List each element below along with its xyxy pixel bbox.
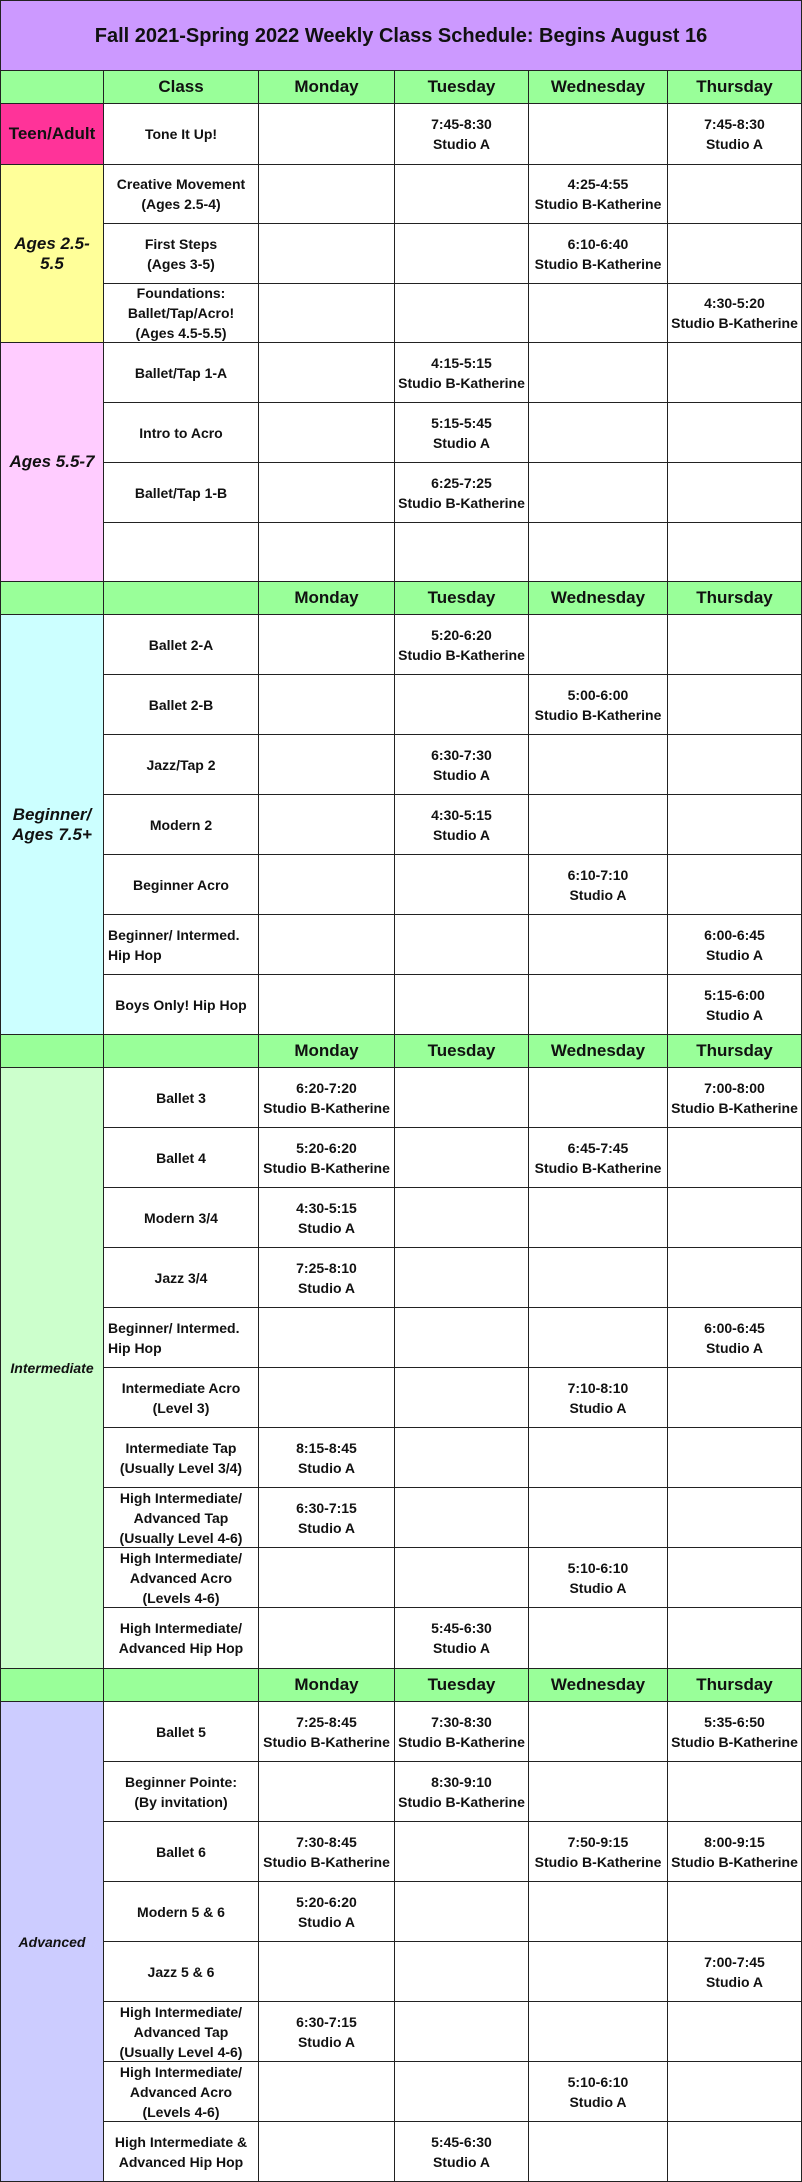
time-slot-thursday xyxy=(668,2122,802,2182)
time-slot-monday: 7:25-8:10 Studio A xyxy=(259,1248,395,1308)
class-name: Ballet/Tap 1-B xyxy=(104,463,259,523)
header-tuesday: Tuesday xyxy=(395,1035,529,1068)
header-monday: Monday xyxy=(259,71,395,104)
time-slot-thursday: 5:35-6:50 Studio B-Katherine xyxy=(668,1702,802,1762)
header-blank xyxy=(0,582,104,615)
class-name: Intermediate Tap (Usually Level 3/4) xyxy=(104,1428,259,1488)
time-slot-tuesday: 5:20-6:20 Studio B-Katherine xyxy=(395,615,529,675)
time-slot-monday xyxy=(259,1548,395,1608)
group-label: Ages 5.5-7 xyxy=(0,343,104,582)
time-slot-monday xyxy=(259,343,395,403)
time-slot-thursday xyxy=(668,615,802,675)
time-slot-thursday xyxy=(668,1128,802,1188)
header-monday: Monday xyxy=(259,582,395,615)
time-slot-wednesday xyxy=(529,2002,668,2062)
time-slot-thursday: 6:00-6:45 Studio A xyxy=(668,1308,802,1368)
time-slot-tuesday: 5:45-6:30 Studio A xyxy=(395,1608,529,1669)
time-slot-wednesday: 6:10-7:10 Studio A xyxy=(529,855,668,915)
time-slot-monday xyxy=(259,675,395,735)
time-slot-wednesday xyxy=(529,1762,668,1822)
header-wednesday: Wednesday xyxy=(529,582,668,615)
time-slot-thursday xyxy=(668,1548,802,1608)
time-slot-thursday xyxy=(668,224,802,284)
time-slot-monday xyxy=(259,1608,395,1669)
time-slot-wednesday xyxy=(529,1942,668,2002)
header-blank xyxy=(0,71,104,104)
time-slot-monday: 6:30-7:15 Studio A xyxy=(259,2002,395,2062)
header-wednesday: Wednesday xyxy=(529,71,668,104)
time-slot-wednesday: 7:50-9:15 Studio B-Katherine xyxy=(529,1822,668,1882)
class-name: Intro to Acro xyxy=(104,403,259,463)
time-slot-wednesday xyxy=(529,2122,668,2182)
time-slot-monday xyxy=(259,1762,395,1822)
time-slot-tuesday xyxy=(395,1488,529,1548)
class-name: Foundations: Ballet/Tap/Acro! (Ages 4.5-5.5) xyxy=(104,284,259,343)
time-slot-tuesday: 7:30-8:30 Studio B-Katherine xyxy=(395,1702,529,1762)
time-slot-tuesday xyxy=(395,284,529,343)
time-slot-wednesday xyxy=(529,615,668,675)
time-slot-tuesday xyxy=(395,165,529,224)
time-slot-monday: 6:20-7:20 Studio B-Katherine xyxy=(259,1068,395,1128)
time-slot-wednesday: 5:10-6:10 Studio A xyxy=(529,2062,668,2122)
time-slot-tuesday xyxy=(395,1068,529,1128)
class-name: High Intermediate/ Advanced Tap (Usually Level 4-6) xyxy=(104,1488,259,1548)
time-slot-tuesday xyxy=(395,1128,529,1188)
class-name: Creative Movement (Ages 2.5-4) xyxy=(104,165,259,224)
header-class xyxy=(104,1669,259,1702)
time-slot-tuesday: 4:30-5:15 Studio A xyxy=(395,795,529,855)
time-slot-monday: 5:20-6:20 Studio A xyxy=(259,1882,395,1942)
class-name: Ballet 5 xyxy=(104,1702,259,1762)
time-slot-monday: 7:25-8:45 Studio B-Katherine xyxy=(259,1702,395,1762)
class-name: First Steps (Ages 3-5) xyxy=(104,224,259,284)
class-name: High Intermediate/ Advanced Tap (Usually Level 4-6) xyxy=(104,2002,259,2062)
time-slot-monday xyxy=(259,795,395,855)
time-slot-tuesday: 5:45-6:30 Studio A xyxy=(395,2122,529,2182)
time-slot-wednesday xyxy=(529,915,668,975)
time-slot-wednesday xyxy=(529,403,668,463)
time-slot-wednesday: 6:10-6:40 Studio B-Katherine xyxy=(529,224,668,284)
time-slot-thursday: 8:00-9:15 Studio B-Katherine xyxy=(668,1822,802,1882)
time-slot-tuesday xyxy=(395,1248,529,1308)
time-slot-thursday xyxy=(668,1608,802,1669)
time-slot-monday xyxy=(259,463,395,523)
time-slot-thursday xyxy=(668,735,802,795)
time-slot-thursday xyxy=(668,1428,802,1488)
time-slot-wednesday xyxy=(529,284,668,343)
time-slot-wednesday xyxy=(529,1248,668,1308)
time-slot-monday: 5:20-6:20 Studio B-Katherine xyxy=(259,1128,395,1188)
time-slot-thursday xyxy=(668,2002,802,2062)
time-slot-thursday xyxy=(668,463,802,523)
header-thursday: Thursday xyxy=(668,582,802,615)
time-slot-tuesday xyxy=(395,1368,529,1428)
header-thursday: Thursday xyxy=(668,1035,802,1068)
header-thursday: Thursday xyxy=(668,71,802,104)
class-name: Jazz/Tap 2 xyxy=(104,735,259,795)
class-name: High Intermediate & Advanced Hip Hop xyxy=(104,2122,259,2182)
time-slot-wednesday: 5:10-6:10 Studio A xyxy=(529,1548,668,1608)
time-slot-thursday xyxy=(668,1248,802,1308)
time-slot-monday xyxy=(259,1942,395,2002)
class-name: Beginner/ Intermed. Hip Hop xyxy=(104,915,259,975)
time-slot-tuesday xyxy=(395,523,529,582)
time-slot-monday xyxy=(259,403,395,463)
class-name: Modern 2 xyxy=(104,795,259,855)
header-wednesday: Wednesday xyxy=(529,1669,668,1702)
class-name xyxy=(104,523,259,582)
time-slot-wednesday: 4:25-4:55 Studio B-Katherine xyxy=(529,165,668,224)
time-slot-monday xyxy=(259,523,395,582)
time-slot-tuesday xyxy=(395,975,529,1035)
header-monday: Monday xyxy=(259,1669,395,1702)
class-name: Ballet/Tap 1-A xyxy=(104,343,259,403)
time-slot-thursday xyxy=(668,2062,802,2122)
time-slot-monday xyxy=(259,1308,395,1368)
time-slot-monday xyxy=(259,165,395,224)
time-slot-tuesday: 7:45-8:30 Studio A xyxy=(395,104,529,165)
time-slot-wednesday xyxy=(529,343,668,403)
class-name: Modern 5 & 6 xyxy=(104,1882,259,1942)
time-slot-thursday: 4:30-5:20 Studio B-Katherine xyxy=(668,284,802,343)
time-slot-thursday xyxy=(668,1488,802,1548)
time-slot-monday xyxy=(259,2062,395,2122)
time-slot-monday: 6:30-7:15 Studio A xyxy=(259,1488,395,1548)
time-slot-wednesday xyxy=(529,1068,668,1128)
time-slot-tuesday xyxy=(395,2062,529,2122)
class-name: Intermediate Acro (Level 3) xyxy=(104,1368,259,1428)
class-name: Ballet 2-A xyxy=(104,615,259,675)
schedule-title: Fall 2021-Spring 2022 Weekly Class Schedule: Begins August 16 xyxy=(0,0,802,71)
time-slot-thursday: 5:15-6:00 Studio A xyxy=(668,975,802,1035)
time-slot-monday xyxy=(259,615,395,675)
time-slot-wednesday xyxy=(529,1488,668,1548)
class-name: High Intermediate/ Advanced Hip Hop xyxy=(104,1608,259,1669)
header-tuesday: Tuesday xyxy=(395,1669,529,1702)
time-slot-monday xyxy=(259,2122,395,2182)
time-slot-thursday: 7:45-8:30 Studio A xyxy=(668,104,802,165)
time-slot-thursday xyxy=(668,1368,802,1428)
time-slot-wednesday: 5:00-6:00 Studio B-Katherine xyxy=(529,675,668,735)
time-slot-thursday xyxy=(668,855,802,915)
time-slot-wednesday xyxy=(529,1308,668,1368)
group-label: Beginner/ Ages 7.5+ xyxy=(0,615,104,1035)
time-slot-wednesday xyxy=(529,1882,668,1942)
time-slot-wednesday xyxy=(529,463,668,523)
time-slot-thursday: 7:00-8:00 Studio B-Katherine xyxy=(668,1068,802,1128)
time-slot-monday xyxy=(259,224,395,284)
time-slot-tuesday: 6:30-7:30 Studio A xyxy=(395,735,529,795)
group-label: Advanced xyxy=(0,1702,104,2182)
time-slot-monday: 7:30-8:45 Studio B-Katherine xyxy=(259,1822,395,1882)
header-blank xyxy=(0,1035,104,1068)
time-slot-monday: 8:15-8:45 Studio A xyxy=(259,1428,395,1488)
time-slot-monday xyxy=(259,855,395,915)
time-slot-tuesday xyxy=(395,1882,529,1942)
class-name: Ballet 6 xyxy=(104,1822,259,1882)
time-slot-thursday xyxy=(668,523,802,582)
class-name: Beginner Pointe: (By invitation) xyxy=(104,1762,259,1822)
time-slot-tuesday xyxy=(395,1428,529,1488)
time-slot-monday xyxy=(259,975,395,1035)
time-slot-tuesday xyxy=(395,1942,529,2002)
time-slot-monday: 4:30-5:15 Studio A xyxy=(259,1188,395,1248)
time-slot-thursday xyxy=(668,675,802,735)
time-slot-thursday: 6:00-6:45 Studio A xyxy=(668,915,802,975)
class-name: High Intermediate/ Advanced Acro (Levels 4-6) xyxy=(104,1548,259,1608)
header-tuesday: Tuesday xyxy=(395,582,529,615)
class-name: Boys Only! Hip Hop xyxy=(104,975,259,1035)
time-slot-wednesday: 6:45-7:45 Studio B-Katherine xyxy=(529,1128,668,1188)
time-slot-wednesday xyxy=(529,1608,668,1669)
header-class xyxy=(104,1035,259,1068)
class-name: Tone It Up! xyxy=(104,104,259,165)
time-slot-tuesday xyxy=(395,855,529,915)
time-slot-tuesday: 6:25-7:25 Studio B-Katherine xyxy=(395,463,529,523)
time-slot-thursday xyxy=(668,795,802,855)
class-name: High Intermediate/ Advanced Acro (Levels 4-6) xyxy=(104,2062,259,2122)
class-name: Jazz 3/4 xyxy=(104,1248,259,1308)
time-slot-thursday: 7:00-7:45 Studio A xyxy=(668,1942,802,2002)
group-label: Intermediate xyxy=(0,1068,104,1669)
time-slot-thursday xyxy=(668,1882,802,1942)
header-class: Class xyxy=(104,71,259,104)
class-name: Ballet 4 xyxy=(104,1128,259,1188)
class-name: Beginner Acro xyxy=(104,855,259,915)
time-slot-thursday xyxy=(668,403,802,463)
time-slot-monday xyxy=(259,735,395,795)
header-blank xyxy=(0,1669,104,1702)
time-slot-wednesday xyxy=(529,1188,668,1248)
header-tuesday: Tuesday xyxy=(395,71,529,104)
class-name: Ballet 2-B xyxy=(104,675,259,735)
time-slot-wednesday xyxy=(529,735,668,795)
time-slot-wednesday xyxy=(529,975,668,1035)
header-thursday: Thursday xyxy=(668,1669,802,1702)
time-slot-wednesday xyxy=(529,523,668,582)
time-slot-monday xyxy=(259,1368,395,1428)
time-slot-tuesday xyxy=(395,915,529,975)
time-slot-tuesday xyxy=(395,2002,529,2062)
class-name: Beginner/ Intermed. Hip Hop xyxy=(104,1308,259,1368)
time-slot-tuesday xyxy=(395,1188,529,1248)
time-slot-tuesday xyxy=(395,675,529,735)
time-slot-thursday xyxy=(668,1188,802,1248)
time-slot-wednesday xyxy=(529,1428,668,1488)
time-slot-monday xyxy=(259,104,395,165)
time-slot-wednesday xyxy=(529,795,668,855)
header-monday: Monday xyxy=(259,1035,395,1068)
class-name: Jazz 5 & 6 xyxy=(104,1942,259,2002)
time-slot-tuesday xyxy=(395,224,529,284)
time-slot-monday xyxy=(259,915,395,975)
header-class xyxy=(104,582,259,615)
group-label: Teen/Adult xyxy=(0,104,104,165)
time-slot-wednesday xyxy=(529,1702,668,1762)
time-slot-tuesday xyxy=(395,1548,529,1608)
group-label: Ages 2.5- 5.5 xyxy=(0,165,104,343)
time-slot-monday xyxy=(259,284,395,343)
time-slot-thursday xyxy=(668,165,802,224)
class-name: Modern 3/4 xyxy=(104,1188,259,1248)
class-name: Ballet 3 xyxy=(104,1068,259,1128)
time-slot-tuesday: 5:15-5:45 Studio A xyxy=(395,403,529,463)
time-slot-thursday xyxy=(668,343,802,403)
time-slot-tuesday: 4:15-5:15 Studio B-Katherine xyxy=(395,343,529,403)
time-slot-wednesday xyxy=(529,104,668,165)
time-slot-tuesday xyxy=(395,1822,529,1882)
time-slot-tuesday xyxy=(395,1308,529,1368)
time-slot-wednesday: 7:10-8:10 Studio A xyxy=(529,1368,668,1428)
time-slot-tuesday: 8:30-9:10 Studio B-Katherine xyxy=(395,1762,529,1822)
header-wednesday: Wednesday xyxy=(529,1035,668,1068)
time-slot-thursday xyxy=(668,1762,802,1822)
